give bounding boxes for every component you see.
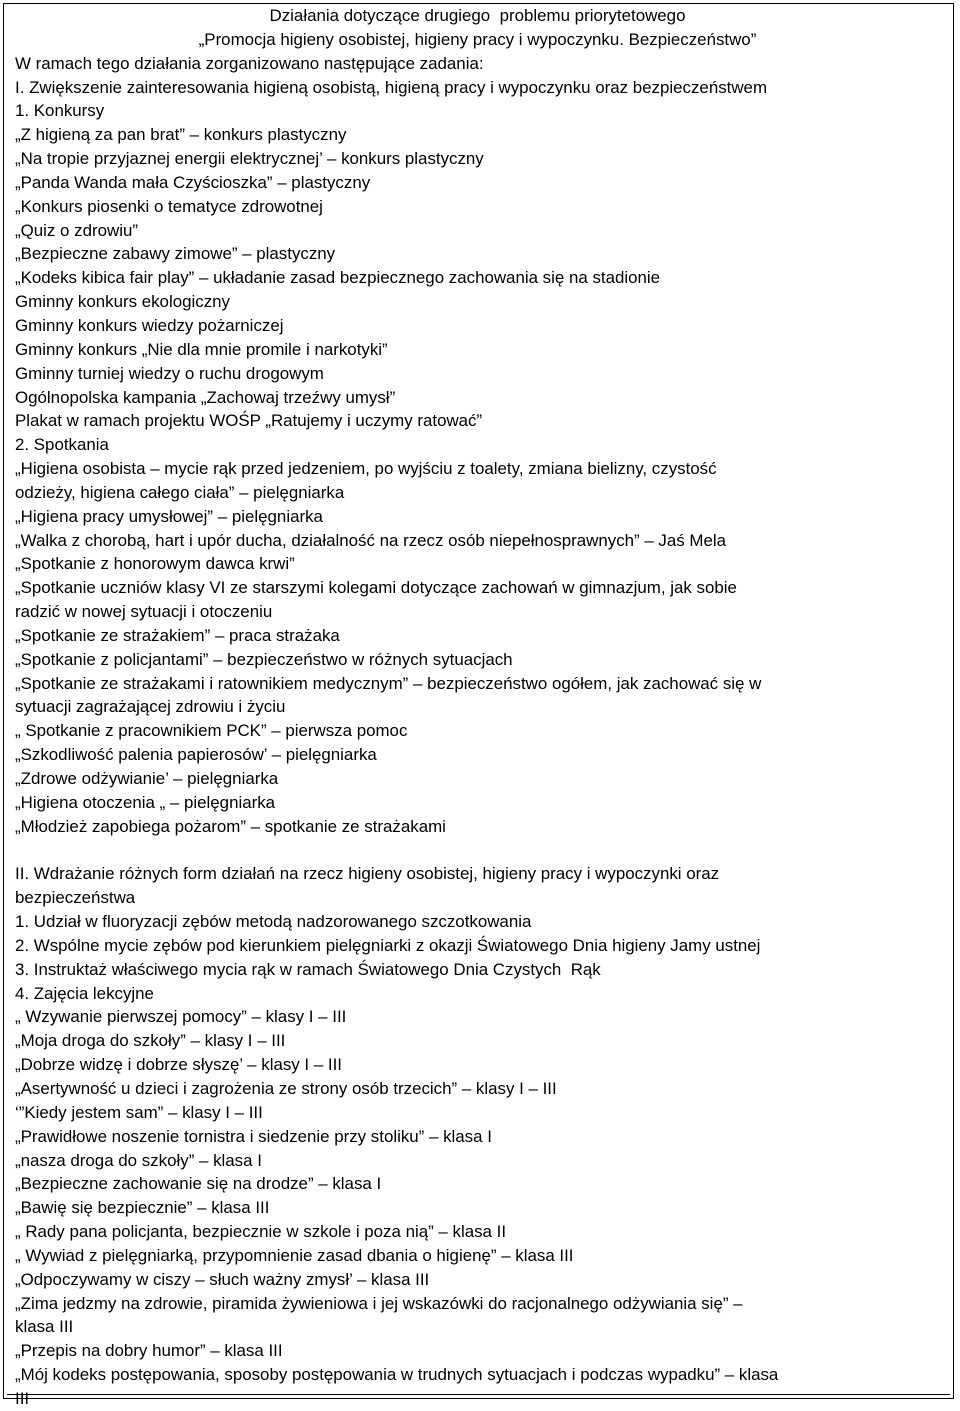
text-line: „Bawię się bezpiecznie” – klasa III — [15, 1198, 270, 1218]
text-line: „Prawidłowe noszenie tornistra i siedzenie przy stoliku” – klasa I — [15, 1126, 492, 1146]
text-line: „ Rady pana policjanta, bezpiecznie w szkole i poza nią” – klasa II — [15, 1222, 507, 1242]
text-line: „Spotkanie z honorowym dawca krwi” — [15, 554, 295, 574]
text-line: „Quiz o zdrowiu” — [15, 220, 138, 240]
text-line: „Asertywność u dzieci i zagrożenia ze strony osób trzecich” – klasy I – III — [15, 1078, 557, 1098]
text-line: „Szkodliwość palenia papierosów’ – pielęgniarka — [15, 745, 377, 765]
text-line: „Konkurs piosenki o tematyce zdrowotnej — [15, 196, 323, 216]
document-title: Działania dotyczące drugiego problemu priorytetowego — [269, 6, 686, 25]
blank-line — [15, 839, 940, 863]
text-line: „Kodeks kibica fair play” – układanie zasad bezpiecznego zachowania się na stadionie — [15, 268, 661, 288]
text-line: 4. Zajęcia lekcyjne — [15, 983, 154, 1003]
text-line: sytuacji zagrażającej zdrowiu i życiu — [15, 697, 286, 717]
text-line: „ Spotkanie z pracownikiem PCK” – pierwsza pomoc — [15, 721, 408, 741]
text-line: III — [15, 1388, 30, 1408]
text-line: 3. Instruktaż właściwego mycia rąk w ramach Światowego Dnia Czystych Rąk — [15, 959, 601, 979]
text-line: „Higiena pracy umysłowej” – pielęgniarka — [15, 506, 323, 526]
text-line: ‘”Kiedy jestem sam” – klasy I – III — [15, 1102, 263, 1122]
text-line: „Spotkanie ze strażakami i ratownikiem medycznym” – bezpieczeństwo ogółem, jak zachować się w — [15, 673, 762, 693]
text-line: 2. Spotkania — [15, 435, 109, 455]
text-line: „Młodzież zapobiega pożarom” – spotkanie ze strażakami — [15, 816, 446, 836]
text-line: „Przepis na dobry humor” – klasa III — [15, 1341, 283, 1361]
text-line: klasa III — [15, 1317, 74, 1337]
text-line: II. Wdrażanie różnych form działań na rzecz higieny osobistej, higieny pracy i wypoczynki oraz — [15, 864, 720, 884]
text-line: „ Wywiad z pielęgniarką, przypomnienie zasad dbania o higienę” – klasa III — [15, 1245, 574, 1265]
text-line: „Spotkanie ze strażakiem” – praca strażaka — [15, 625, 340, 645]
text-line: „Spotkanie z policjantami” – bezpieczeństwo w różnych sytuacjach — [15, 649, 513, 669]
document-subtitle: „Promocja higieny osobistej, higieny pracy i wypoczynku. Bezpieczeństwo” — [198, 29, 757, 49]
text-line: Gminny turniej wiedzy o ruchu drogowym — [15, 363, 324, 383]
document-body — [15, 4, 940, 1411]
text-line: „Bezpieczne zachowanie się na drodze” – klasa I — [15, 1174, 382, 1194]
text-line: Plakat w ramach projektu WOŚP „Ratujemy i uczymy ratować” — [15, 411, 483, 431]
text-line: Gminny konkurs „Nie dla mnie promile i narkotyki” — [15, 339, 388, 359]
text-line: „nasza droga do szkoły” – klasa I — [15, 1150, 262, 1170]
text-line: „Z higieną za pan brat” – konkurs plastyczny — [15, 125, 347, 145]
text-line: Ogólnopolska kampania „Zachowaj trzeźwy umysł” — [15, 387, 396, 407]
text-line: odzieży, higiena całego ciała” – pielęgniarka — [15, 482, 345, 502]
text-line: 1. Konkursy — [15, 101, 105, 121]
text-line: „Panda Wanda mała Czyścioszka” – plastyczny — [15, 172, 371, 192]
text-line: „Higiena otoczenia „ – pielęgniarka — [15, 792, 276, 812]
text-line: „ Wzywanie pierwszej pomocy” – klasy I – III — [15, 1007, 347, 1027]
text-line: „Bezpieczne zabawy zimowe” – plastyczny — [15, 244, 336, 264]
text-line: „Zima jedzmy na zdrowie, piramida żywieniowa i jej wskazówki do racjonalnego odżywiania się” – — [15, 1293, 743, 1313]
text-line: I. Zwiększenie zainteresowania higieną osobistą, higieną pracy i wypoczynku oraz bezpieczeństwem — [15, 77, 768, 97]
text-line: „Mój kodeks postępowania, sposoby postępowania w trudnych sytuacjach i podczas wypadku” – klasa — [15, 1365, 779, 1385]
text-line: 1. Udział w fluoryzacji zębów metodą nadzorowanego szczotkowania — [15, 912, 532, 932]
text-line: 2. Wspólne mycie zębów pod kierunkiem pielęgniarki z okazji Światowego Dnia higieny Jamy ustnej — [15, 935, 761, 955]
text-line: „Walka z chorobą, hart i upór ducha, działalność na rzecz osób niepełnosprawnych” – Jaś Mela — [15, 530, 727, 550]
text-line: Gminny konkurs wiedzy pożarniczej — [15, 315, 284, 335]
text-line: „Spotkanie uczniów klasy VI ze starszymi kolegami dotyczące zachowań w gimnazjum, jak sobie — [15, 578, 737, 598]
text-line: W ramach tego działania zorganizowano następujące zadania: — [15, 53, 484, 73]
text-line: „Zdrowe odżywianie’ – pielęgniarka — [15, 769, 279, 788]
document-lines — [15, 52, 940, 1411]
text-line: radzić w nowej sytuacji i otoczeniu — [15, 602, 273, 622]
text-line: Gminny konkurs ekologiczny — [15, 292, 230, 312]
text-line: „Odpoczywamy w ciszy – słuch ważny zmysł’ – klasa III — [15, 1269, 430, 1289]
text-line: „Higiena osobista – mycie rąk przed jedzeniem, po wyjściu z toalety, zmiana bielizny, czystość — [15, 459, 717, 479]
text-line: bezpieczeństwa — [15, 888, 136, 908]
text-line: „Na tropie przyjaznej energii elektrycznej’ – konkurs plastyczny — [15, 149, 484, 169]
text-line: „Dobrze widzę i dobrze słyszę’ – klasy I – III — [15, 1055, 342, 1075]
text-line: „Moja droga do szkoły” – klasy I – III — [15, 1031, 286, 1051]
